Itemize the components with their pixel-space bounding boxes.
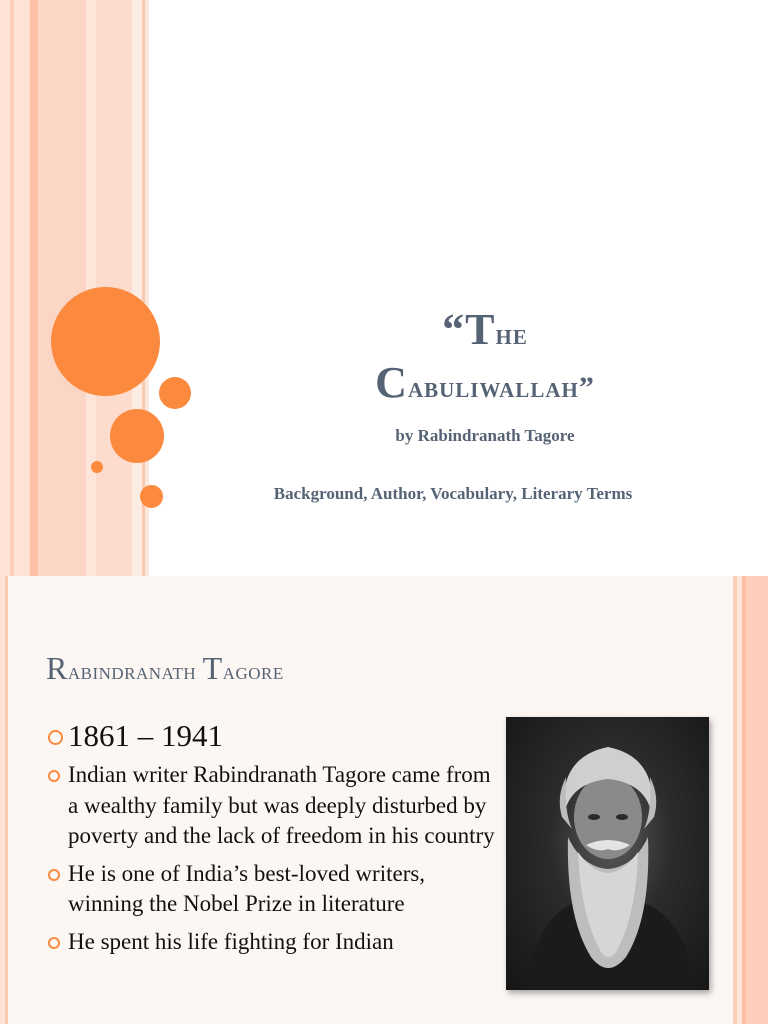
list-item xyxy=(46,760,506,852)
bullet-circle-icon xyxy=(48,937,60,949)
bullet-text: 1861 – 1941 xyxy=(68,718,223,753)
list-item xyxy=(46,927,506,958)
stripe xyxy=(38,0,86,576)
bullet-circle-icon xyxy=(48,869,60,881)
title-letter: “T xyxy=(442,305,496,354)
decorative-circle xyxy=(140,485,163,508)
bullet-circle-icon xyxy=(48,730,63,745)
byline: by Rabindranath Tagore xyxy=(395,426,575,445)
list-item xyxy=(46,859,506,920)
decorative-circle xyxy=(91,461,103,473)
title-text: abuliwallah” xyxy=(407,371,595,404)
decorative-circle xyxy=(159,377,191,409)
slide-title xyxy=(205,306,765,412)
heading-letter: T xyxy=(202,650,223,686)
bullet-text: He spent his life fighting for Indian xyxy=(68,928,394,954)
bullet-list xyxy=(46,716,506,964)
stripe xyxy=(14,0,30,576)
bullet-circle-icon xyxy=(48,770,60,782)
bullet-text: Indian writer Rabindranath Tagore came from a wealthy family but was deeply disturbed by poverty and the lack of freedom in his country xyxy=(68,762,495,848)
stripe xyxy=(30,0,38,576)
decorative-circle xyxy=(110,409,164,463)
stripe xyxy=(5,576,8,1024)
title-letter: C xyxy=(375,358,408,407)
decorative-circle xyxy=(51,287,160,396)
topics-line: Background, Author, Vocabulary, Literary Terms xyxy=(273,484,633,503)
portrait-photo-icon xyxy=(506,717,709,990)
stripe xyxy=(0,0,10,576)
bullet-text: He is one of India’s best-loved writers, winning the Nobel Prize in literature xyxy=(68,860,426,916)
list-item xyxy=(46,716,506,756)
title-text: he xyxy=(495,318,528,351)
heading-letter: R xyxy=(46,650,68,686)
portrait-illustration xyxy=(506,717,709,990)
stripe xyxy=(746,576,768,1024)
heading-text: agore xyxy=(222,659,284,685)
author-slide xyxy=(0,576,768,1024)
heading-text: abindranath xyxy=(67,659,203,685)
stripe xyxy=(132,0,142,576)
slide-heading xyxy=(46,650,284,687)
